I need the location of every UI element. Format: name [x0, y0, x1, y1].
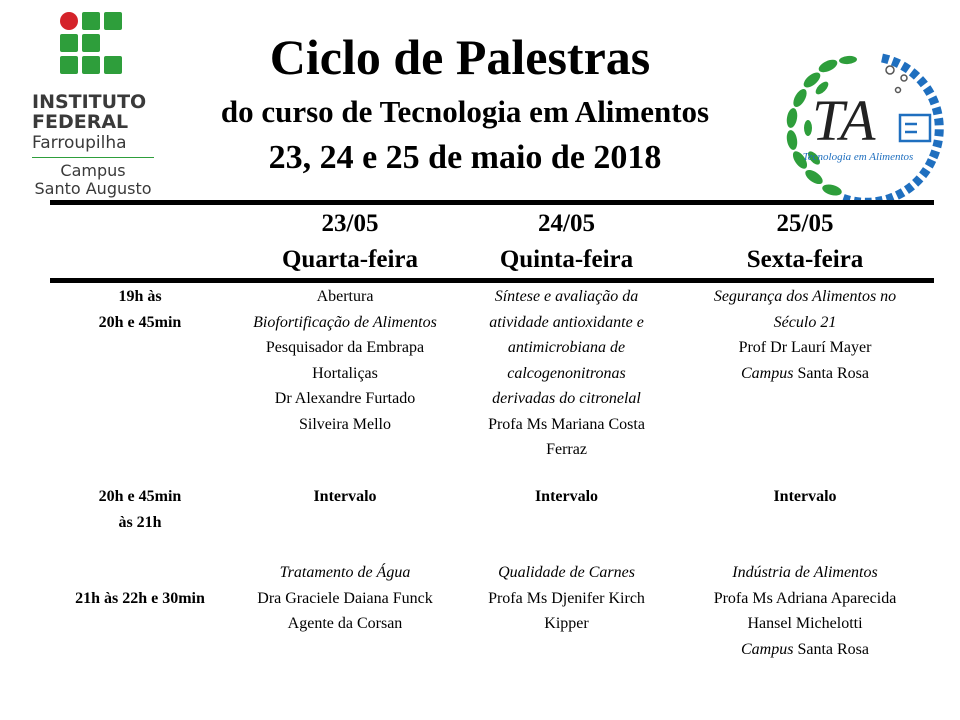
session-line — [464, 284, 669, 310]
session-text: Campus — [741, 364, 794, 382]
session-text: Prof Dr Laurí Mayer — [738, 339, 872, 356]
session-text: Tratamento de Água — [279, 564, 411, 581]
session-line — [235, 560, 455, 586]
session-line — [464, 586, 669, 612]
session-text: Dra Graciele Daiana Funck — [257, 589, 433, 607]
session-line — [235, 284, 455, 310]
session-line — [690, 586, 920, 612]
session-line — [235, 611, 455, 637]
session-text: Silveira Mello — [299, 415, 391, 433]
logo-text-instituto: INSTITUTO — [32, 91, 147, 113]
time-cell — [50, 284, 230, 335]
session-text: Segurança dos Alimentos no — [713, 288, 897, 305]
time-line: 20h e 45min — [98, 488, 182, 505]
session-line — [464, 386, 669, 412]
session-cell — [235, 284, 455, 437]
session-line — [235, 386, 455, 412]
session-text: Intervalo — [773, 488, 837, 505]
session-text: Ferraz — [546, 441, 587, 458]
session-text: Profa Ms Djenifer Kirch — [488, 589, 645, 607]
session-line — [690, 484, 920, 510]
session-line — [690, 637, 920, 663]
session-line — [235, 361, 455, 387]
session-line — [464, 560, 669, 586]
session-line — [690, 284, 920, 310]
col-header-2: 24/05 Quinta-feira — [499, 210, 634, 273]
session-line — [464, 361, 669, 387]
session-text: Indústria de Alimentos — [732, 564, 878, 581]
session-line — [235, 586, 455, 612]
session-text: Intervalo — [313, 488, 377, 505]
session-text: Hansel Michelotti — [747, 615, 863, 632]
session-cell — [690, 484, 920, 510]
session-text: Profa Ms Adriana Aparecida — [713, 589, 897, 607]
session-line — [235, 310, 455, 336]
session-text: Hortaliças — [312, 364, 378, 382]
session-line — [464, 484, 669, 510]
session-line — [235, 484, 455, 510]
session-line — [690, 611, 920, 637]
logo-divider — [32, 157, 154, 158]
session-text: Campus — [741, 640, 794, 658]
session-text: derivadas do citronelal — [492, 390, 641, 407]
session-line — [690, 361, 920, 387]
session-text: Síntese e avaliação da — [494, 288, 639, 305]
session-line — [464, 310, 669, 336]
page-subtitle: do curso de Tecnologia em Alimentos — [220, 94, 710, 129]
event-dates: 23, 24 e 25 de maio de 2018 — [268, 139, 662, 176]
time-line: 21h às 22h e 30min — [75, 590, 205, 607]
session-line — [690, 335, 920, 361]
session-text: Abertura — [316, 288, 374, 305]
page-title: Ciclo de Palestras — [269, 29, 651, 85]
session-line — [464, 611, 669, 637]
session-text: atividade antioxidante e — [489, 313, 644, 331]
time-cell — [50, 586, 230, 612]
header-bottom-rule — [50, 278, 934, 283]
factory-icon — [900, 115, 930, 141]
session-text: Pesquisador da Embrapa — [265, 339, 425, 356]
session-text: Biofortificação de Alimentos — [253, 313, 437, 331]
svg-text:Tecnologia em Alimentos: Tecnologia em Alimentos — [802, 151, 914, 163]
time-line: 20h e 45min — [98, 313, 182, 331]
session-text: Intervalo — [534, 488, 599, 505]
time-cell — [50, 484, 230, 535]
session-text: Santa Rosa — [793, 640, 869, 658]
session-line — [464, 335, 669, 361]
logo-text-campus: Campus Santo Augusto — [34, 161, 152, 198]
logo-text-farroupilha: Farroupilha — [32, 133, 127, 153]
session-cell — [464, 484, 669, 510]
time-line: às 21h — [118, 513, 162, 531]
col-header-1: 23/05 Quarta-feira — [281, 210, 419, 273]
session-cell — [464, 560, 669, 637]
svg-text:TA: TA — [812, 88, 876, 153]
session-line — [464, 412, 669, 438]
tecnologia-alimentos-logo — [772, 40, 944, 205]
session-line — [690, 560, 920, 586]
session-cell — [464, 284, 669, 463]
session-cell — [690, 560, 920, 662]
session-text: Agente da Corsan — [287, 615, 403, 632]
session-cell — [235, 484, 455, 510]
logo-text-federal: FEDERAL — [32, 111, 129, 133]
session-text: Qualidade de Carnes — [498, 564, 635, 581]
session-text: Santa Rosa — [793, 364, 869, 382]
session-text: calcogenonitronas — [507, 364, 626, 382]
time-line: 19h às — [118, 288, 162, 305]
session-text: Dr Alexandre Furtado — [274, 390, 416, 407]
session-text: antimicrobiana de — [507, 339, 626, 356]
col-header-3: 25/05 Sexta-feira — [746, 210, 864, 273]
session-text: Profa Ms Mariana Costa — [488, 415, 645, 433]
session-text: Kipper — [544, 615, 589, 632]
session-line — [235, 412, 455, 438]
session-cell — [235, 560, 455, 637]
if-logo-grid-icon — [60, 12, 150, 92]
instituto-federal-logo — [32, 12, 152, 202]
header-top-rule — [50, 200, 934, 205]
session-cell — [690, 284, 920, 386]
session-line — [235, 335, 455, 361]
session-line — [464, 437, 669, 463]
session-line — [690, 310, 920, 336]
session-text: Século 21 — [773, 313, 837, 331]
